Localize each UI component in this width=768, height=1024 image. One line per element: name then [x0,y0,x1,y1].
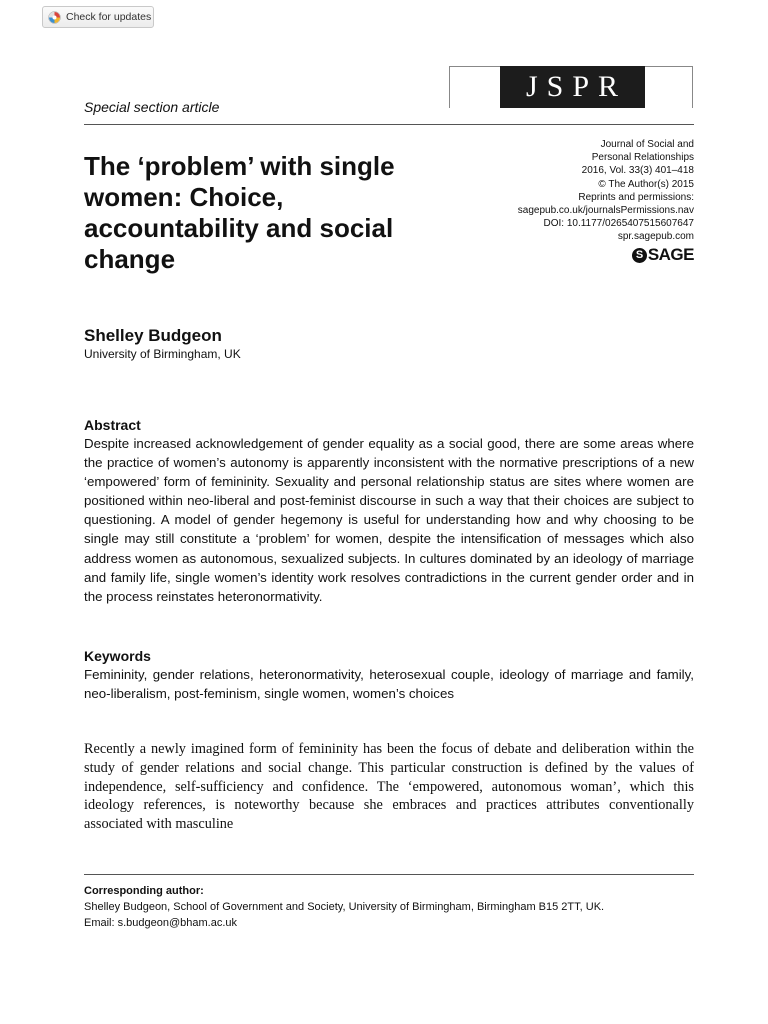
journal-info-line: Journal of Social and [600,139,694,150]
journal-info-line: © The Author(s) 2015 [598,178,694,190]
corresponding-address: Shelley Budgeon, School of Government and Society, University of Birmingham, Birmingham B15 2TT, UK. [84,901,605,913]
check-for-updates-label: Check for updates [66,11,152,23]
keywords-text: Femininity, gender relations, heteronormativity, heterosexual couple, ideology of marriage and family, neo-liberalism, post-feminism, single women, women’s choices [84,667,694,702]
author-name: Shelley Budgeon [84,326,222,345]
corresponding-email[interactable]: Email: s.budgeon@bham.ac.uk [84,917,238,929]
journal-info-line: Reprints and permissions: [578,191,694,203]
doi-link[interactable]: DOI: 10.1177/0265407515607647 [543,218,694,230]
publisher-logo-text: SAGE [647,245,694,264]
crossmark-icon [48,11,61,24]
check-for-updates-button[interactable] [42,6,154,28]
abstract-heading: Abstract [84,417,141,433]
permissions-link[interactable]: sagepub.co.uk/journalsPermissions.nav [517,205,694,217]
sage-s-icon: S [632,248,647,263]
header-divider [84,124,694,125]
author-affiliation: University of Birmingham, UK [84,347,241,361]
journal-logo: JSPR [500,66,645,108]
footnote-divider [84,874,694,875]
publisher-logo [620,245,694,265]
journal-website-link[interactable]: spr.sagepub.com [617,231,694,243]
abstract-text: Despite increased acknowledgement of gender equality as a social good, there are some areas where the practice of women’s autonomy is apparently inconsistent with the normative prescriptions of a new ‘empowered’ form of femininity. Sexuality and personal relationship status are sites where women are positioned within neo-liberal and post-feminist discourse in such a way that their choices are subject to questioning. A model of gender hegemony is useful for understanding how and why choosing to be single may still constitute a ‘problem’ for women, despite the intensification of messages which also address women as autonomous, sexualized subjects. In cultures dominated by an ideology of marriage and family life, single women’s identity work resolves contradictions in the current gender order and in the process reinstates heteronormativity. [84,436,694,604]
journal-info-line: Personal Relationships [591,152,694,164]
journal-info [470,138,694,244]
body-paragraph: Recently a newly imagined form of femininity has been the focus of debate and deliberation within the study of gender relations and social change. This particular construction is defined by the values of independence, self-sufficiency and confidence. The ‘empowered, autonomous woman’, which this ideology references, is noteworthy because she embraces and practices attributes conventionally associated with masculine [84,741,694,833]
journal-info-line: 2016, Vol. 33(3) 401–418 [581,165,694,177]
corresponding-author-heading: Corresponding author: [84,885,204,897]
keywords-heading: Keywords [84,648,151,664]
section-label: Special section article [84,99,220,115]
corresponding-author-details [84,899,696,931]
article-title: The ‘problem’ with single women: Choice, accountability and social change [84,151,395,274]
